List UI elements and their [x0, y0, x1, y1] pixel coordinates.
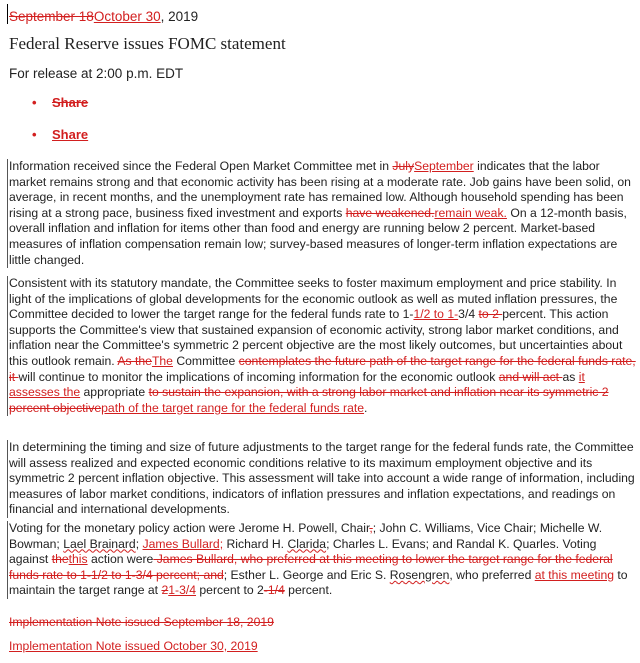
inserted-text: The	[151, 353, 173, 368]
deleted-text: July	[392, 159, 415, 173]
inserted-date: October 30	[93, 9, 161, 24]
paragraph-voting: Voting for the monetary policy action were Jerome H. Powell, Chair,; John C. Williams, Vice Chair; Michelle W. Bowman; Lael Brainard; James Bullard; Richard H. Clarida; Charles L. Evans; and Randal K. Quarles. Voting against thethis action were James Bullard, who preferred at this meeting to lower the target range for the federal funds rate to 1-1/2 to 1-3/4 percent; and; Esther L. George and Eric S. Rosengren, who preferred at this meeting to maintain the target range at 21-3/4 percent to 2-1/4 percent.	[7, 521, 637, 599]
release-date	[9, 9, 198, 24]
paragraph-policy-decision: Consistent with its statutory mandate, the Committee seeks to foster maximum employment and price stability. In light of the implications of global developments for the economic outlook as well as muted inflation pressures, the Committee decided to lower the target range for the federal funds rate to 1-1/2 to 1-3/4 to 2 percent. This action supports the Committee's view that sustained expansion of economic activity, strong labor market conditions, and inflation near the Committee's symmetric 2 percent objective are the most likely outcomes, but uncertainties about this outlook remain. As theThe Committee contemplates the future path of the target range for the federal funds rate, it will continue to monitor the implications of incoming information for the economic outlook and will act as it assesses the appropriate to sustain the expansion, with a strong labor market and inflation near its symmetric 2 percent objectivepath of the target range for the federal funds rate.	[9, 276, 636, 415]
spellcheck-word: Rosengren	[389, 567, 450, 582]
page-title: Federal Reserve issues FOMC statement	[9, 34, 286, 53]
inserted-text: this	[68, 552, 88, 567]
inserted-text: remain weak.	[434, 205, 507, 220]
deleted-text: the	[51, 552, 69, 567]
share-link-inserted[interactable]	[32, 127, 88, 142]
deleted-text: -1/4	[263, 583, 285, 598]
spellcheck-word: Clarida	[287, 536, 327, 551]
implementation-note-link-inserted[interactable]: Implementation Note issued October 30, 2019	[9, 639, 258, 653]
deleted-text: ,	[369, 521, 373, 535]
deleted-text: to sustain the expansion, with a strong labor market and inflation near its symmetric 2 percent objective	[9, 385, 609, 415]
spellcheck-word: Lael Brainard	[63, 536, 136, 551]
deleted-text: James Bullard, who preferred at this meeting to lower the target range for the federal funds rate to 1-1/2 to 1-3/4 percent; and	[9, 552, 613, 582]
bullet-icon: •	[32, 95, 37, 110]
bullet-icon: •	[32, 127, 37, 142]
inserted-text: James Bullard;	[142, 536, 224, 551]
inserted-text: 1-3/4	[168, 583, 197, 598]
deleted-text: to 2	[478, 307, 503, 322]
share-label: Share	[52, 95, 89, 110]
inserted-text: 1/2 to 1-	[413, 307, 459, 322]
inserted-text: at this meeting	[534, 567, 614, 582]
inserted-text: it assesses the	[9, 369, 585, 400]
deleted-text: 2	[161, 583, 169, 598]
change-bar	[7, 4, 8, 24]
deleted-text: As the	[117, 353, 152, 368]
deleted-text: and will act	[498, 369, 563, 384]
inserted-text: September	[414, 159, 474, 173]
implementation-note-link-deleted[interactable]: Implementation Note issued September 18, 2019	[9, 615, 274, 629]
deleted-text: contemplates the future path of the target range for the federal funds rate, it	[9, 353, 636, 384]
inserted-text: path of the target range for the federal funds rate	[101, 400, 365, 415]
release-time: For release at 2:00 p.m. EDT	[9, 66, 184, 81]
date-year: , 2019	[160, 9, 199, 24]
share-link-deleted[interactable]	[32, 95, 88, 110]
paragraph-economic-conditions: Information received since the Federal Open Market Committee met in JulySeptember indicates that the labor market remains strong and that economic activity has been rising at a moderate rate. Job gains have been solid, on average, in recent months, and the unemployment rate has remained low. Although household spending has been rising at a strong pace, business fixed investment and exports have weakened.remain weak. On a 12-month basis, overall inflation and inflation for items other than food and energy are running below 2 percent. Market-based measures of inflation compensation remain low; survey-based measures of longer-term inflation expectations are little changed.	[7, 159, 637, 268]
deleted-text: have weakened.	[345, 205, 435, 220]
deleted-date: September 18	[9, 9, 94, 24]
share-label: Share	[52, 127, 89, 142]
paragraph-future-adjustments: In determining the timing and size of future adjustments to the target range for the federal funds rate, the Committee will assess realized and expected economic conditions relative to its maximum employment objective and its symmetric 2 percent inflation objective. This assessment will take into account a wide range of information, including measures of labor market conditions, indicators of inflation pressures and inflation expectations, and readings on financial and international developments.	[7, 440, 637, 518]
